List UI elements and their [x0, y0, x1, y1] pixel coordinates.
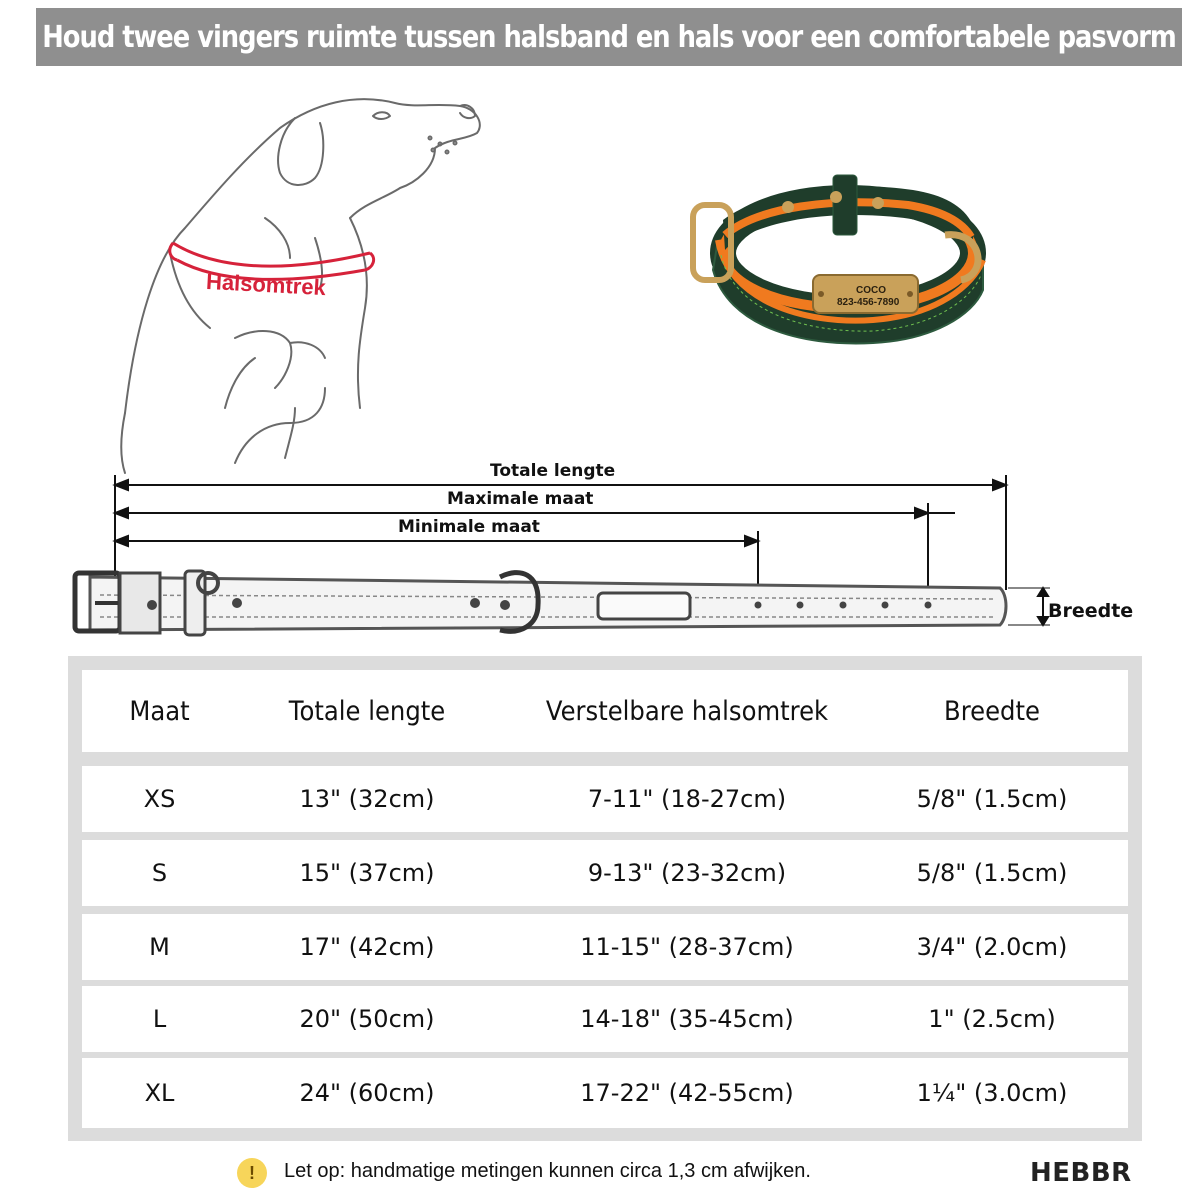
- collar-photo: [683, 165, 993, 345]
- header-total-length: Totale lengte: [288, 695, 446, 727]
- measurement-note: Let op: handmatige metingen kunnen circa 1,3 cm afwijken.: [284, 1160, 811, 1182]
- table-row: [82, 766, 1128, 832]
- header-width: Breedte: [944, 695, 1040, 727]
- table-row: [82, 1058, 1128, 1128]
- cell-neck-range: 9-13" (23-32cm): [587, 859, 787, 887]
- cell-size: XS: [143, 785, 176, 813]
- max-size-label: Maximale maat: [447, 489, 594, 509]
- cell-width: 1" (2.5cm): [928, 1005, 1056, 1033]
- cell-neck-range: 14-18" (35-45cm): [580, 1005, 794, 1033]
- brand-logo: HEBBR: [1030, 1158, 1132, 1188]
- header-size: Maat: [129, 695, 190, 727]
- table-header-row: [82, 670, 1128, 752]
- cell-size: M: [149, 933, 170, 961]
- cell-neck-range: 17-22" (42-55cm): [580, 1079, 794, 1107]
- cell-width: 5/8" (1.5cm): [916, 785, 1068, 813]
- cell-total-length: 17" (42cm): [299, 933, 435, 961]
- cell-total-length: 24" (60cm): [299, 1079, 435, 1107]
- tag-name: COCO: [856, 285, 886, 296]
- table-row: [82, 986, 1128, 1052]
- cell-width: 5/8" (1.5cm): [916, 859, 1068, 887]
- cell-total-length: 13" (32cm): [299, 785, 435, 813]
- measurement-diagram: [60, 455, 1140, 655]
- table-row: [82, 840, 1128, 906]
- halsomtrek-label: Halsomtrek: [205, 268, 327, 301]
- total-length-label: Totale lengte: [490, 461, 616, 481]
- cell-total-length: 15" (37cm): [299, 859, 435, 887]
- banner-title: Houd twee vingers ruimte tussen halsband en hals voor een comfortabele pasvorm: [42, 19, 1176, 55]
- width-label: Breedte: [1048, 600, 1134, 622]
- cell-total-length: 20" (50cm): [299, 1005, 435, 1033]
- cell-size: XL: [144, 1079, 175, 1107]
- header-banner: [36, 8, 1182, 66]
- cell-size: S: [151, 859, 168, 887]
- table-row: [82, 914, 1128, 980]
- header-neck-range: Verstelbare halsomtrek: [545, 695, 829, 727]
- cell-size: L: [152, 1005, 167, 1033]
- cell-neck-range: 7-11" (18-27cm): [587, 785, 787, 813]
- min-size-label: Minimale maat: [398, 517, 540, 537]
- cell-neck-range: 11-15" (28-37cm): [580, 933, 794, 961]
- cell-width: 3/4" (2.0cm): [916, 933, 1068, 961]
- warning-icon: !: [237, 1158, 267, 1188]
- tag-phone: 823-456-7890: [837, 297, 900, 308]
- cell-width: 1¼" (3.0cm): [916, 1079, 1068, 1107]
